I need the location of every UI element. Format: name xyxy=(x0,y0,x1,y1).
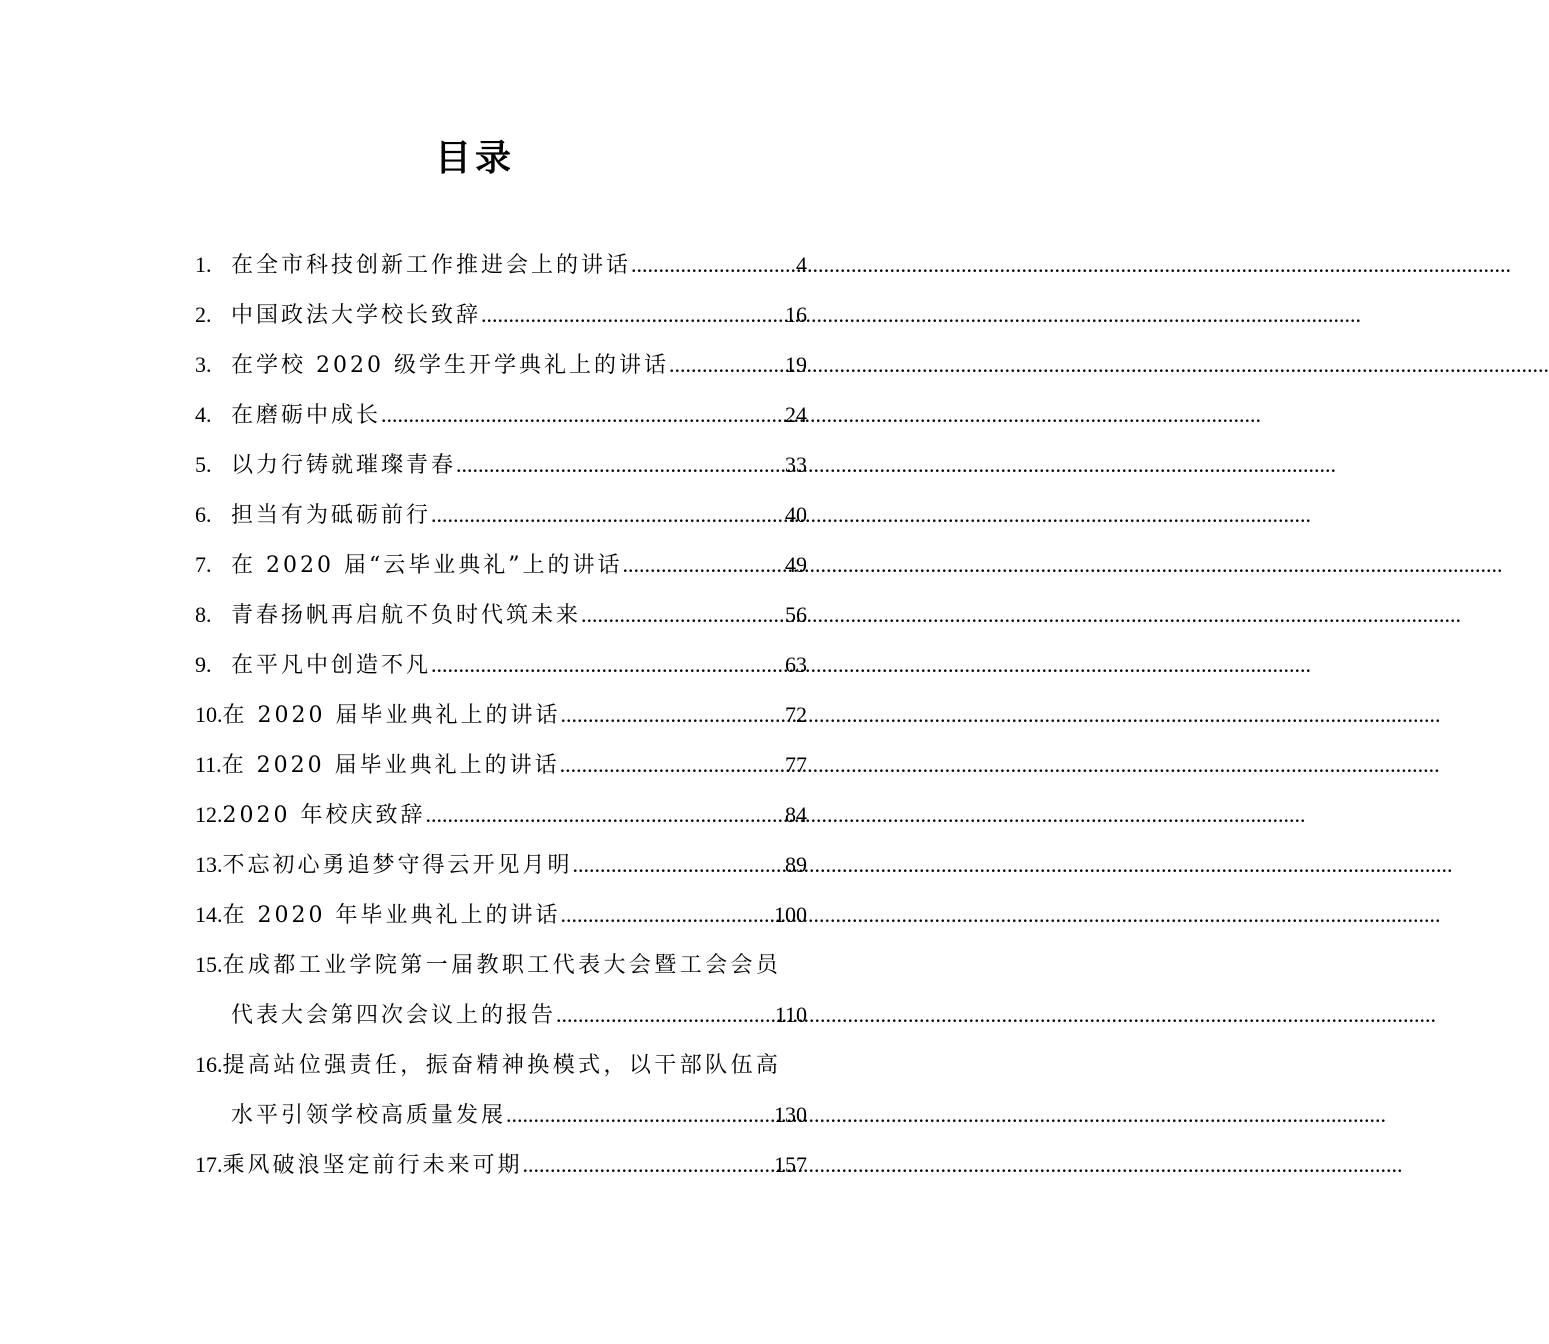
entry-page-number: 77 xyxy=(785,752,807,777)
entry-page-number: 19 xyxy=(785,352,807,377)
toc-entry-3[interactable] xyxy=(195,340,807,390)
toc-entry-8[interactable] xyxy=(195,590,807,640)
toc-line xyxy=(195,940,807,990)
toc-line xyxy=(195,540,807,590)
entry-number: 17. xyxy=(195,1152,223,1177)
dot-leader xyxy=(573,840,785,890)
entry-title: 在磨砺中成长 xyxy=(231,403,382,428)
toc-line xyxy=(195,590,807,640)
entry-page-number: 100 xyxy=(774,902,807,927)
toc-entry-17[interactable] xyxy=(195,1140,807,1190)
toc-line xyxy=(195,740,807,790)
entry-number: 4. xyxy=(195,402,212,427)
toc-line xyxy=(195,690,807,740)
toc-entry-1[interactable] xyxy=(195,240,807,290)
entry-title: 在 2020 年毕业典礼上的讲话 xyxy=(222,903,561,928)
entry-page-number: 63 xyxy=(785,652,807,677)
entry-title: 担当有为砥砺前行 xyxy=(231,503,432,528)
dot-leader xyxy=(560,890,774,940)
entry-number: 15. xyxy=(195,952,223,977)
entry-number: 10. xyxy=(195,702,223,727)
entry-page-number: 110 xyxy=(774,1002,807,1027)
entry-title: 不忘初心勇追梦守得云开见月明 xyxy=(222,853,573,878)
entry-title: 在 2020 届毕业典礼上的讲话 xyxy=(222,703,561,728)
toc-line xyxy=(195,240,807,290)
toc-entry-9[interactable] xyxy=(195,640,807,690)
dot-leader xyxy=(481,290,785,340)
entry-page-number: 56 xyxy=(785,602,807,627)
entry-number: 12. xyxy=(195,802,223,827)
toc-line xyxy=(195,390,807,440)
toc-line xyxy=(195,890,807,940)
dot-leader xyxy=(431,640,785,690)
entry-number: 16. xyxy=(195,1052,223,1077)
page-title: 目录 xyxy=(434,137,515,179)
entry-title: 青春扬帆再启航不负时代筑未来 xyxy=(231,603,582,628)
entry-number: 11. xyxy=(195,752,222,777)
dot-leader xyxy=(622,540,785,590)
entry-page-number: 16 xyxy=(785,302,807,327)
toc-line xyxy=(195,790,807,840)
toc-line xyxy=(195,340,807,390)
entry-title: 中国政法大学校长致辞 xyxy=(231,303,482,328)
toc-line-continued xyxy=(195,990,807,1040)
entry-title: 在全市科技创新工作推进会上的讲话 xyxy=(231,253,632,278)
dot-leader xyxy=(381,390,785,440)
entry-page-number: 89 xyxy=(785,852,807,877)
dot-leader xyxy=(581,590,785,640)
toc-entry-5[interactable] xyxy=(195,440,807,490)
entry-number: 5. xyxy=(195,452,212,477)
entry-title-continued: 水平引领学校高质量发展 xyxy=(231,1103,507,1128)
entry-page-number: 33 xyxy=(785,452,807,477)
entry-number: 7. xyxy=(195,552,212,577)
toc-entry-13[interactable] xyxy=(195,840,807,890)
dot-leader xyxy=(669,340,785,390)
entry-number: 2. xyxy=(195,302,212,327)
entry-page-number: 157 xyxy=(774,1152,807,1177)
dot-leader xyxy=(560,740,785,790)
entry-page-number: 49 xyxy=(785,552,807,577)
toc-line xyxy=(195,1140,807,1190)
toc-entry-7[interactable] xyxy=(195,540,807,590)
entry-title-continued: 代表大会第四次会议上的报告 xyxy=(231,1003,557,1028)
entry-title: 提高站位强责任，振奋精神换模式，以干部队伍高 xyxy=(222,1053,782,1078)
entry-page-number: 130 xyxy=(774,1102,807,1127)
dot-leader xyxy=(560,690,785,740)
toc-entry-15[interactable] xyxy=(195,940,807,1040)
entry-title: 在成都工业学院第一届教职工代表大会暨工会会员 xyxy=(222,953,782,978)
toc-entry-2[interactable] xyxy=(195,290,807,340)
entry-number: 8. xyxy=(195,602,212,627)
toc-line xyxy=(195,840,807,890)
toc-line xyxy=(195,290,807,340)
toc-entry-11[interactable] xyxy=(195,740,807,790)
dot-leader xyxy=(425,790,785,840)
toc-line-continued xyxy=(195,1090,807,1140)
toc-line xyxy=(195,490,807,540)
dot-leader xyxy=(523,1140,774,1190)
toc-line xyxy=(195,440,807,490)
toc-entry-4[interactable] xyxy=(195,390,807,440)
toc-line xyxy=(195,1040,807,1090)
entry-title: 在 2020 届毕业典礼上的讲话 xyxy=(221,753,560,778)
entry-page-number: 4 xyxy=(796,252,807,277)
dot-leader xyxy=(556,990,775,1040)
dot-leader xyxy=(431,490,785,540)
toc-entry-6[interactable] xyxy=(195,490,807,540)
entry-number: 1. xyxy=(195,252,212,277)
entry-number: 3. xyxy=(195,352,212,377)
entry-page-number: 24 xyxy=(785,402,807,427)
dot-leader xyxy=(506,1090,774,1140)
toc-line xyxy=(195,640,807,690)
entry-page-number: 72 xyxy=(785,702,807,727)
table-of-contents xyxy=(195,240,807,1190)
entry-number: 13. xyxy=(195,852,223,877)
entry-title: 乘风破浪坚定前行未来可期 xyxy=(222,1153,523,1178)
dot-leader xyxy=(631,240,796,290)
toc-entry-10[interactable] xyxy=(195,690,807,740)
entry-page-number: 40 xyxy=(785,502,807,527)
entry-page-number: 84 xyxy=(785,802,807,827)
entry-title: 以力行铸就璀璨青春 xyxy=(231,453,457,478)
entry-title: 在 2020 届“云毕业典礼”上的讲话 xyxy=(231,553,623,578)
entry-title: 2020 年校庆致辞 xyxy=(222,803,426,828)
entry-title: 在学校 2020 级学生开学典礼上的讲话 xyxy=(231,353,669,378)
dot-leader xyxy=(456,440,785,490)
entry-title: 在平凡中创造不凡 xyxy=(231,653,432,678)
toc-entry-12[interactable] xyxy=(195,790,807,840)
entry-number: 9. xyxy=(195,652,212,677)
toc-entry-14[interactable] xyxy=(195,890,807,940)
entry-number: 14. xyxy=(195,902,223,927)
entry-number: 6. xyxy=(195,502,212,527)
toc-entry-16[interactable] xyxy=(195,1040,807,1140)
